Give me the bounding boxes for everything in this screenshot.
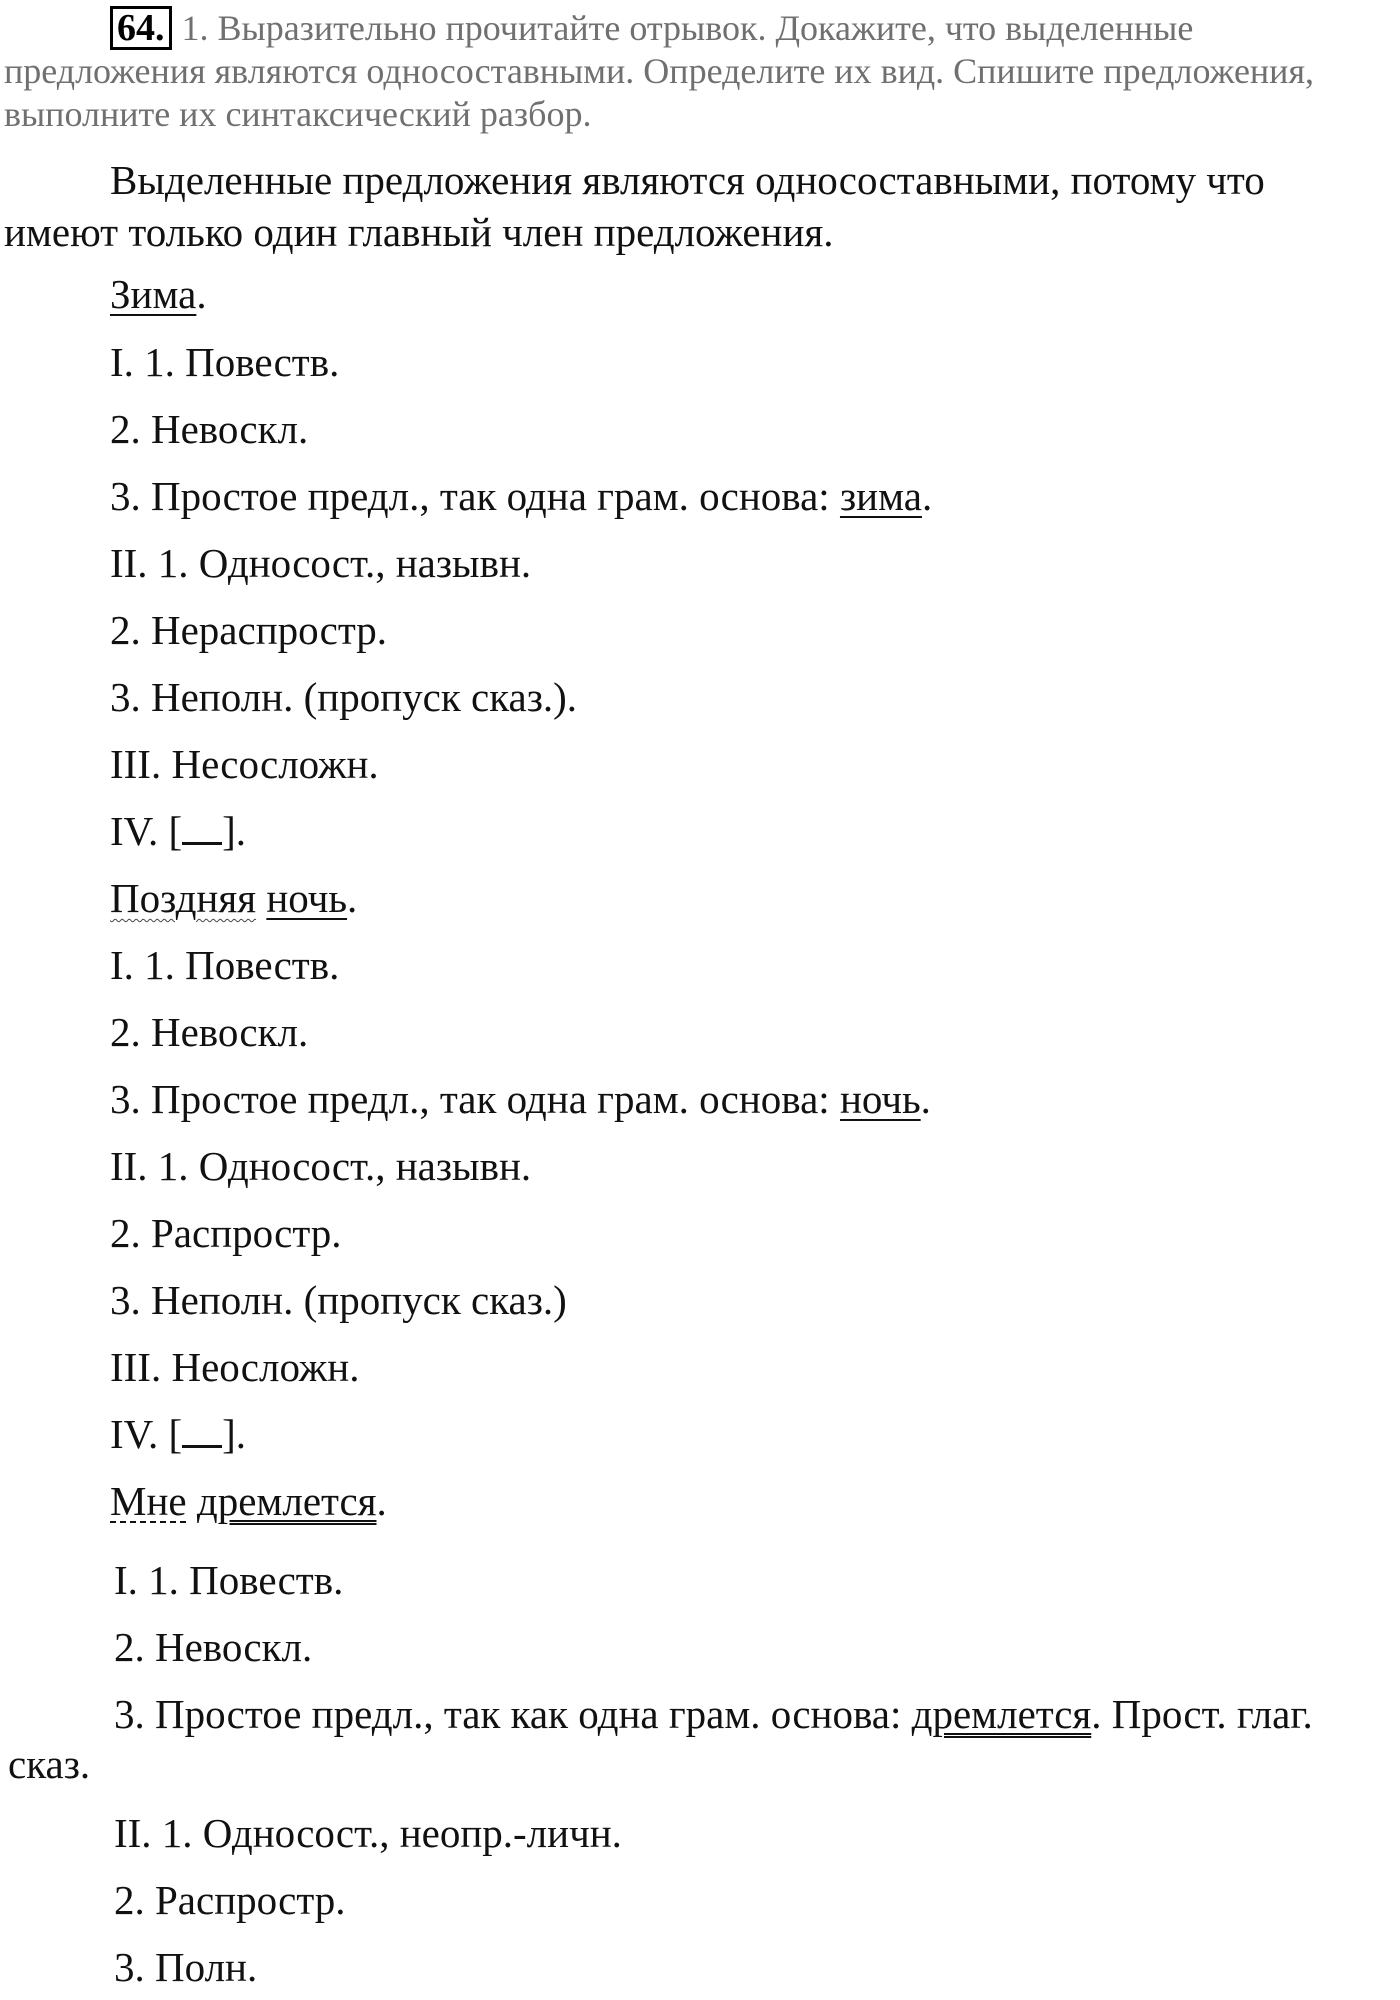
sentence-2-period: . — [347, 875, 358, 921]
s3-line-6: 3. Полн. — [114, 1944, 258, 1990]
sentence-3-predicate: дремлется — [196, 1478, 377, 1524]
s1-line-2: 2. Невоскл. — [110, 406, 309, 452]
s2-line-7: III. Неосложн. — [110, 1344, 360, 1390]
s1-line-6: 3. Неполн. (пропуск сказ.). — [110, 674, 578, 720]
sentence-1-subject: Зима — [110, 271, 197, 317]
s3-line-4: II. 1. Односост., неопр.-личн. — [114, 1810, 622, 1856]
s2-scheme — [110, 1412, 246, 1456]
s2-line-2: 2. Невоскл. — [110, 1009, 309, 1055]
sentence-1-heading — [110, 272, 207, 316]
s1-grammar-basis: зима — [839, 473, 922, 519]
s1-scheme — [110, 809, 246, 853]
sentence-3-period: . — [376, 1478, 387, 1524]
s2-grammar-basis: ночь — [839, 1076, 921, 1122]
sentence-1-period: . — [196, 271, 207, 317]
intro-paragraph: Выделенные предложения являются односоставными, потому что имеют только один главный член предложения. — [4, 157, 1265, 255]
task-statement — [4, 6, 1364, 136]
space — [187, 1478, 197, 1524]
subject-scheme-line — [182, 1417, 222, 1448]
s2-line-3 — [110, 1077, 931, 1121]
s2-scheme-close: ]. — [222, 1411, 247, 1457]
s1-line-7: III. Несосложн. — [110, 741, 379, 787]
s2-line-4: II. 1. Односост., назывн. — [110, 1143, 532, 1189]
s3-line-3-continued: сказ. — [8, 1741, 91, 1787]
sentence-2-subject: ночь — [266, 875, 348, 921]
s1-line-3 — [110, 474, 932, 518]
s1-line-3-text: 3. Простое предл., так одна грам. основа: — [110, 473, 840, 519]
exercise-number: 64. — [110, 6, 172, 50]
s3-line-3 — [114, 1692, 1313, 1736]
s3-grammar-basis: дремлется — [911, 1691, 1092, 1737]
sentence-3-heading — [110, 1479, 387, 1523]
s3-line-1: I. 1. Повеств. — [114, 1557, 344, 1603]
space — [256, 875, 266, 921]
task-text: 1. Выразительно прочитайте отрывок. Докажите, что выделенные предложения являются односоставными. Определите их вид. Спишите предложения, выполните их синтаксический разбор. — [4, 8, 1315, 134]
s1-line-3-end: . — [921, 473, 933, 519]
s1-scheme-open: IV. [ — [110, 808, 183, 854]
s2-line-1: I. 1. Повеств. — [110, 942, 340, 988]
subject-scheme-line — [182, 814, 222, 845]
s2-line-5: 2. Распростр. — [110, 1210, 342, 1256]
s2-line-3-text: 3. Простое предл., так одна грам. основа: — [110, 1076, 840, 1122]
s3-line-3-end: . Прост. глаг. — [1091, 1691, 1313, 1737]
s3-line-3-text: 3. Простое предл., так как одна грам. основа: — [114, 1691, 912, 1737]
s3-line-5: 2. Распростр. — [114, 1877, 346, 1923]
sentence-2-heading — [110, 876, 357, 920]
s2-line-6: 3. Неполн. (пропуск сказ.) — [110, 1277, 567, 1323]
s1-line-4: II. 1. Односост., назывн. — [110, 540, 532, 586]
s2-line-3-end: . — [920, 1076, 931, 1122]
s1-line-5: 2. Нераспростр. — [110, 607, 388, 653]
s1-line-1: I. 1. Повеств. — [110, 339, 340, 385]
s2-scheme-open: IV. [ — [110, 1411, 183, 1457]
s3-line-2: 2. Невоскл. — [114, 1624, 313, 1670]
s1-scheme-close: ]. — [222, 808, 247, 854]
sentence-2-modifier: Поздняя — [110, 875, 257, 921]
sentence-3-object: Мне — [110, 1478, 187, 1524]
